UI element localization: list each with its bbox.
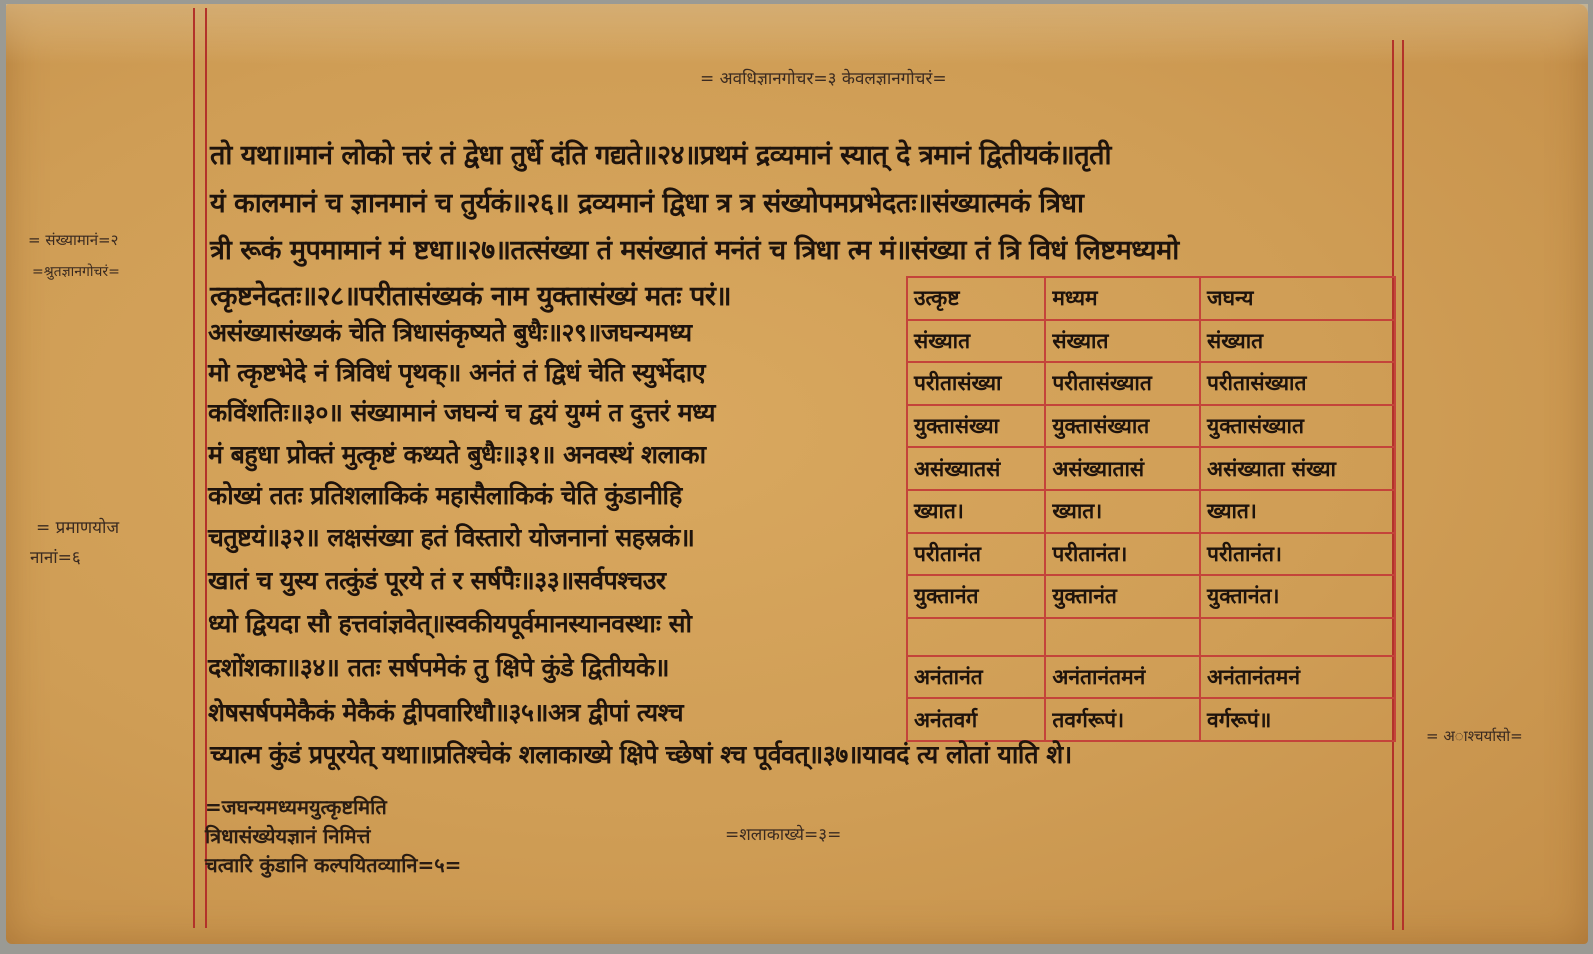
text-line: कविंशतिः॥३०॥ संख्यामानं जघन्यं च द्वयं युग्मं त दुत्तरं मध्य bbox=[208, 398, 716, 427]
left-border-line-1 bbox=[193, 8, 195, 928]
table-cell: उत्कृष्ट bbox=[907, 277, 1045, 320]
table-cell: अनंतानंतमनं bbox=[1200, 656, 1395, 699]
table-cell: अनंतवर्ग bbox=[907, 698, 1045, 741]
table-row bbox=[907, 698, 1395, 741]
table-cell: अनंतानंतमनं bbox=[1045, 656, 1200, 699]
text-line: असंख्यासंख्यकं चेति त्रिधासंकृष्यते बुधैः॥२९॥जघन्यमध्य bbox=[208, 318, 692, 347]
table-row bbox=[907, 656, 1395, 699]
text-line: खातं च युस्य तत्कुंडं पूरये तं र सर्षपैः॥३३॥सर्वपश्चउर bbox=[208, 566, 666, 595]
text-line: ध्यो द्वियदा सौ हत्तवांज्ञवेत्॥स्वकीयपूर्वमानस्यानवस्थाः सो bbox=[208, 609, 692, 638]
left-marginal-note: =श्रुतज्ञानगोचरं= bbox=[32, 264, 120, 280]
text-line: च्यात्म कुंडं प्रपूरयेत् यथा॥प्रतिश्चेकं शलाकाख्ये क्षिपे च्छेषां श्च पूर्ववत्॥३७॥यावदं त्य लोतां याति शे। bbox=[210, 740, 1072, 769]
table-row bbox=[907, 277, 1395, 320]
table-cell: जघन्य bbox=[1200, 277, 1395, 320]
table-cell: ख्यात। bbox=[1200, 490, 1395, 533]
left-marginal-note: नानां=६ bbox=[30, 548, 81, 568]
text-line: यं कालमानं च ज्ञानमानं च तुर्यकं॥२६॥ द्रव्यमानं द्विधा त्र त्र संख्योपमप्रभेदतः॥संख्यात्मकं त्रिधा bbox=[210, 188, 1084, 219]
table-row bbox=[907, 320, 1395, 363]
table-cell: असंख्याता संख्या bbox=[1200, 447, 1395, 490]
table-cell bbox=[907, 618, 1045, 656]
table-cell: युक्तानंत bbox=[1045, 575, 1200, 618]
text-line: चतुष्टयं॥३२॥ लक्षसंख्या हतं विस्तारो योजनानां सहस्रकं॥ bbox=[208, 523, 695, 552]
footer-center-note: =शलाकाख्ये=३= bbox=[725, 825, 842, 845]
table-cell: संख्यात bbox=[1045, 320, 1200, 363]
right-border-line-2 bbox=[1402, 40, 1404, 930]
footer-note: =जघन्यमध्यमयुत्कृष्टमिति bbox=[205, 795, 387, 819]
left-border-line-2 bbox=[205, 8, 207, 928]
text-line: मो त्कृष्टभेदे नं त्रिविधं पृथक्॥ अनंतं तं द्विधं चेति स्युर्भेदाए bbox=[208, 358, 706, 387]
text-line: दशोंशका॥३४॥ ततः सर्षपमेकं तु क्षिपे कुंडे द्वितीयके॥ bbox=[208, 653, 670, 682]
text-line: मं बहुधा प्रोक्तं मुत्कृष्टं कथ्यते बुधैः॥३१॥ अनवस्थं शलाका bbox=[208, 440, 706, 469]
text-line: त्कृष्टनेदतः॥२८॥परीतासंख्यकं नाम युक्तासंख्यं मतः परं॥ bbox=[210, 281, 732, 312]
table-cell bbox=[1200, 618, 1395, 656]
table-row bbox=[907, 618, 1395, 656]
table-cell: संख्यात bbox=[1200, 320, 1395, 363]
text-line: कोख्यं ततः प्रतिशलाकिकं महासैलाकिकं चेति कुंडानीहि bbox=[208, 481, 682, 510]
footer-note: चत्वारि कुंडानि कल्पयितव्यानि=५= bbox=[205, 853, 462, 877]
table-cell: युक्तानंत bbox=[907, 575, 1045, 618]
table-cell: अनंतानंत bbox=[907, 656, 1045, 699]
table-cell: वर्गरूपं॥ bbox=[1200, 698, 1395, 741]
table-cell: ख्यात। bbox=[907, 490, 1045, 533]
table-cell: परीतानंत bbox=[907, 533, 1045, 576]
table-cell: युक्तासंख्यात bbox=[1045, 405, 1200, 448]
table-row bbox=[907, 362, 1395, 405]
right-marginal-note: = अाश्चर्यासो= bbox=[1426, 727, 1523, 745]
table-cell: युक्तासंख्यात bbox=[1200, 405, 1395, 448]
footer-note: त्रिधासंख्येयज्ञानं निमित्तं bbox=[205, 824, 371, 848]
left-marginal-note: = प्रमाणयोज bbox=[36, 518, 120, 538]
table-row bbox=[907, 405, 1395, 448]
top-marginal-note: = अवधिज्ञानगोचर=३ केवलज्ञानगोचरं= bbox=[700, 69, 947, 89]
table-cell: असंख्यातासं bbox=[1045, 447, 1200, 490]
text-line: तो यथा॥मानं लोको त्तरं तं द्वेधा तुर्धे दंति गद्यते॥२४॥प्रथमं द्रव्यमानं स्यात् दे त्रमानं द्वितीयकं॥तृती bbox=[210, 140, 1112, 171]
table-cell: असंख्यातसं bbox=[907, 447, 1045, 490]
table-cell: परीतासंख्यात bbox=[1200, 362, 1395, 405]
table-row bbox=[907, 533, 1395, 576]
table-cell: परीतासंख्यात bbox=[1045, 362, 1200, 405]
table-cell: तवर्गरूपं। bbox=[1045, 698, 1200, 741]
table-cell: परीतानंत। bbox=[1045, 533, 1200, 576]
table-cell: परीतासंख्या bbox=[907, 362, 1045, 405]
text-line: त्री रूकं मुपमामानं मं ष्टधा॥२७॥तत्संख्या तं मसंख्यातं मनंतं च त्रिधा त्म मं॥संख्या तं त्रि विधं लिष्टमध्यमो bbox=[210, 235, 1179, 266]
table-cell: ख्यात। bbox=[1045, 490, 1200, 533]
table-cell: युक्तानंत। bbox=[1200, 575, 1395, 618]
table-cell bbox=[1045, 618, 1200, 656]
table-row bbox=[907, 447, 1395, 490]
text-line: शेषसर्षपमेकैकं मेकैकं द्वीपवारिधौ॥३५॥अत्र द्वीपां त्यश्च bbox=[208, 698, 684, 727]
paper-stain bbox=[6, 4, 1588, 64]
left-marginal-note: = संख्यामानं=२ bbox=[28, 231, 119, 249]
table-row bbox=[907, 575, 1395, 618]
number-categories-table bbox=[906, 276, 1396, 742]
table-row bbox=[907, 490, 1395, 533]
table-cell: मध्यम bbox=[1045, 277, 1200, 320]
table-cell: युक्तासंख्या bbox=[907, 405, 1045, 448]
table-cell: परीतानंत। bbox=[1200, 533, 1395, 576]
table-cell: संख्यात bbox=[907, 320, 1045, 363]
